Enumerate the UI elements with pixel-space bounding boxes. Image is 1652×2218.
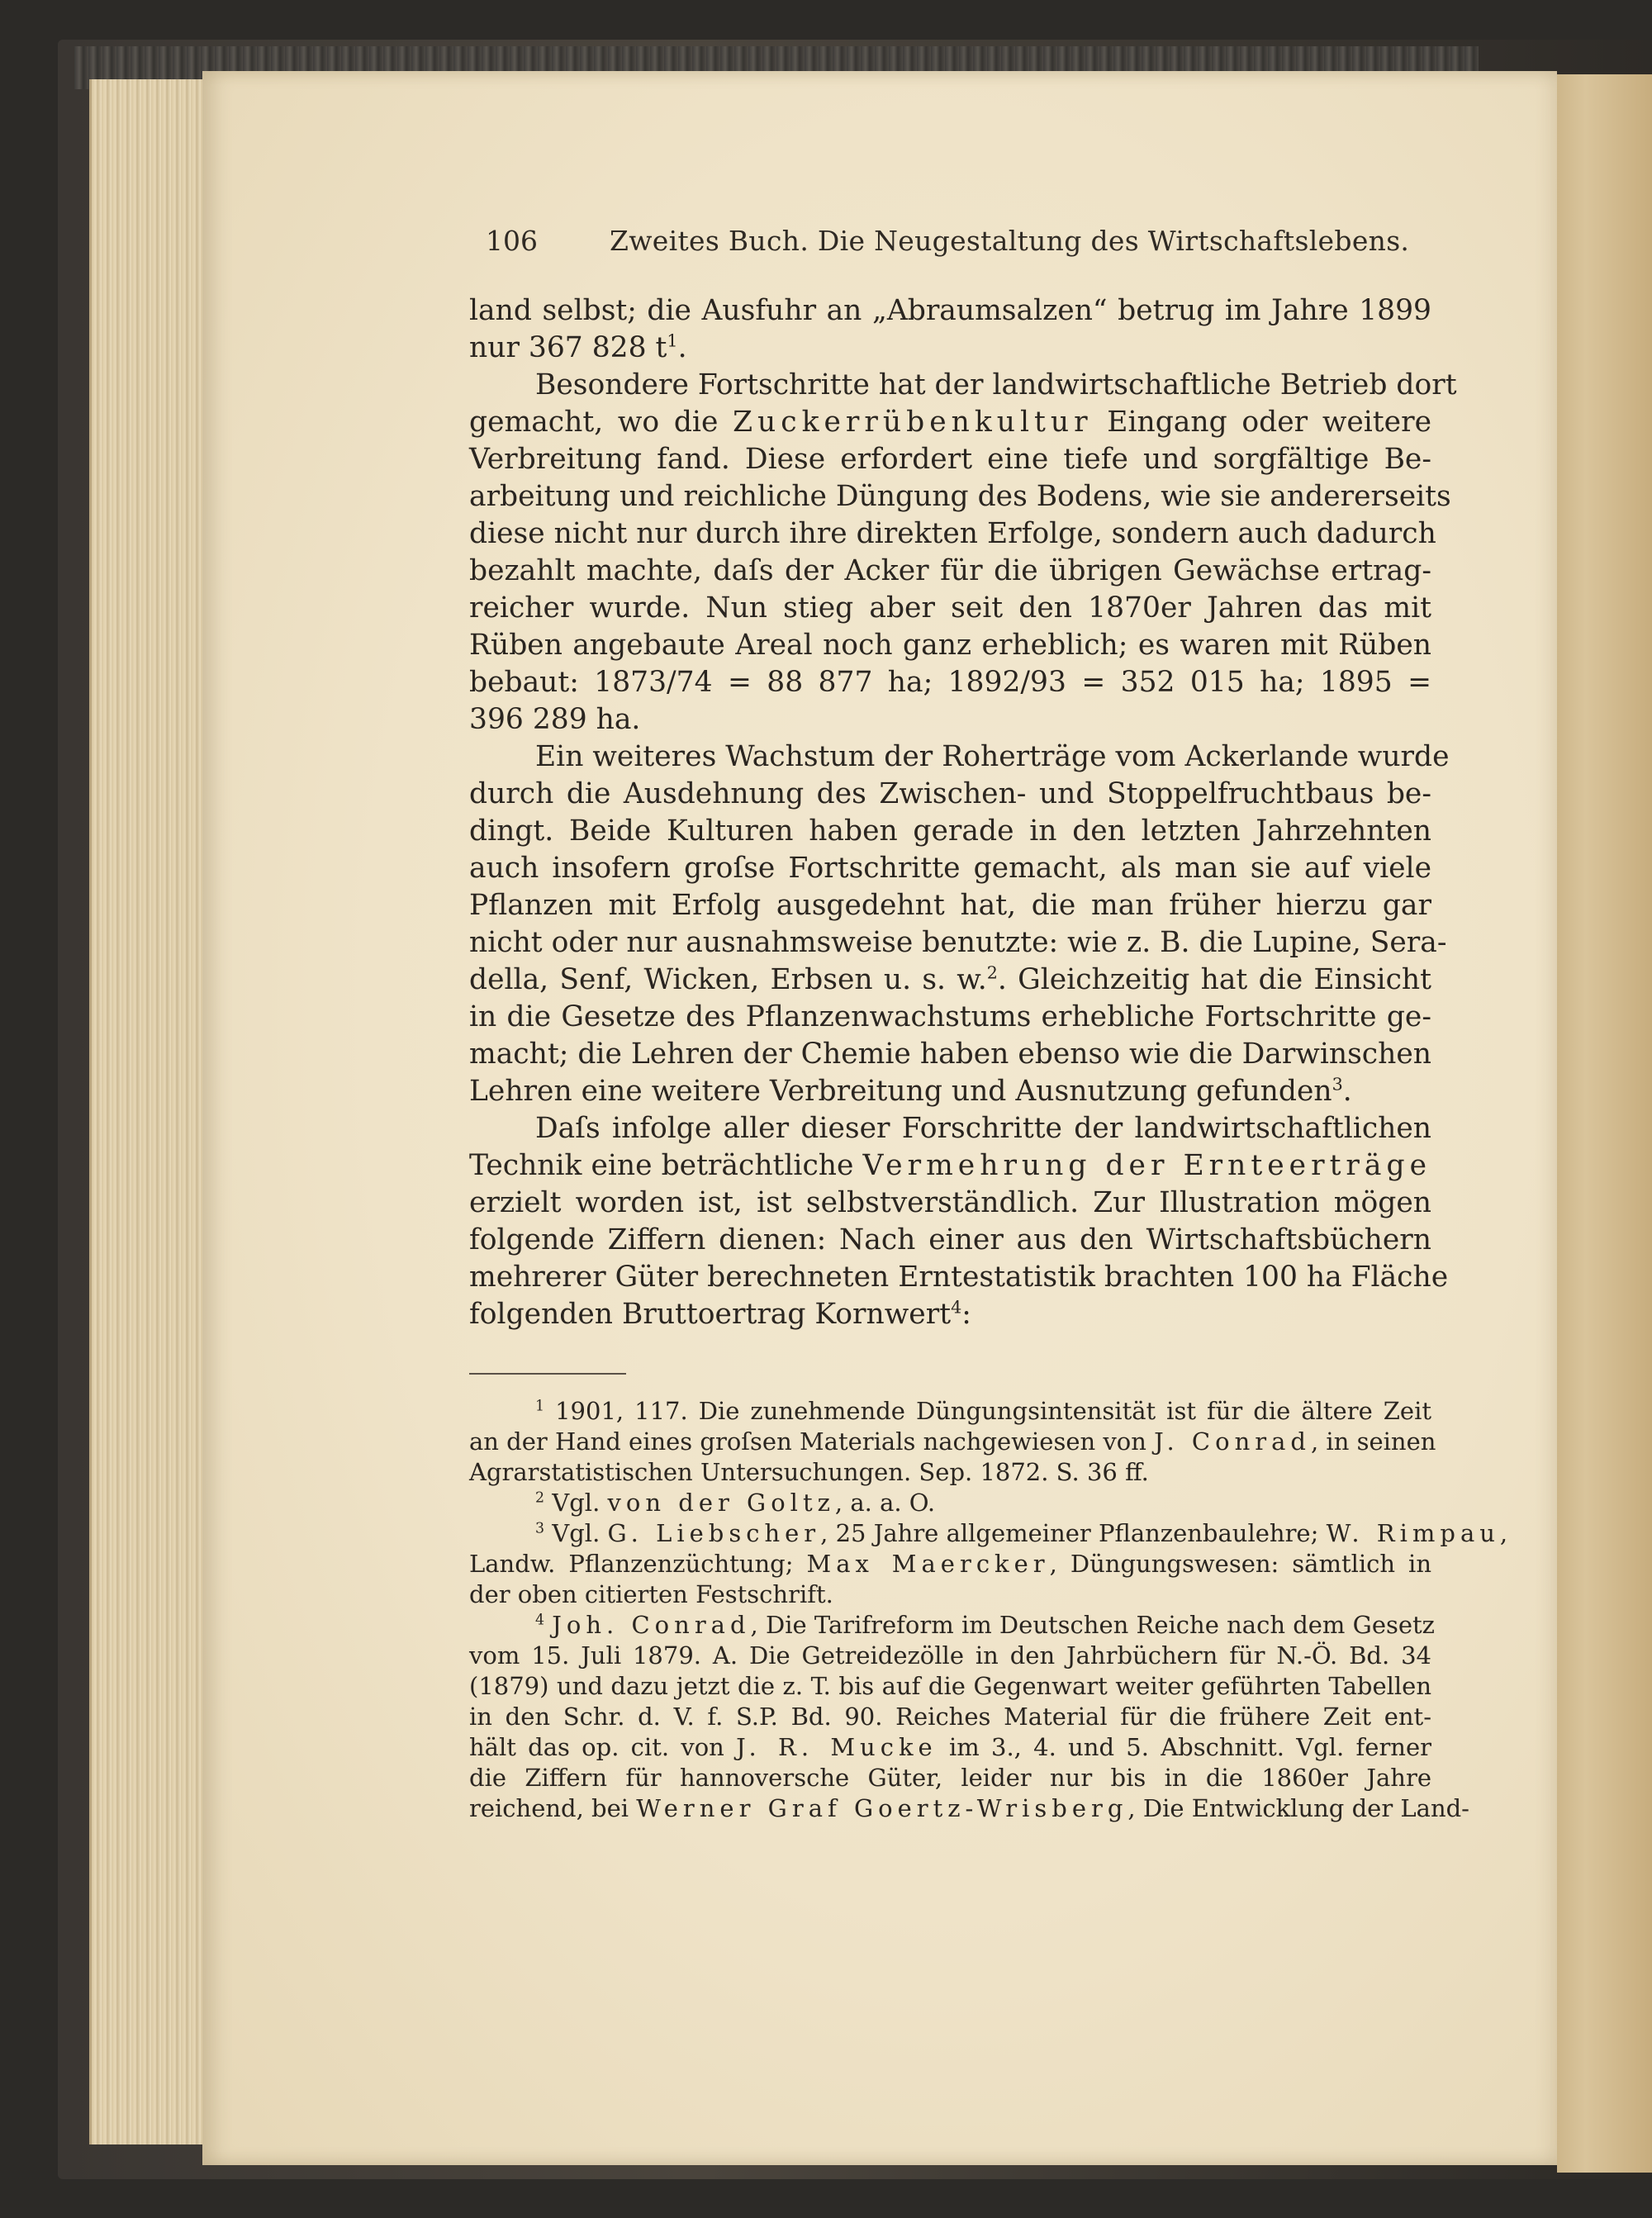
text-line: folgende Ziffern dienen: Nach einer aus den Wirtschaftsbüchern	[469, 1223, 1431, 1256]
footnote-line: $^4$ Joh. Conrad, Die Tarifreform im Deutschen Reiche nach dem Gesetz	[535, 1611, 1435, 1639]
footnote-number: 3	[535, 1520, 545, 1537]
running-title: Zweites Buch. Die Neugestaltung des Wirtschaftslebens.	[610, 225, 1410, 257]
text-line: land selbst; die Ausfuhr an „Abraumsalzen“ betrug im Jahre 1899	[469, 294, 1431, 327]
footnotes	[469, 1396, 1508, 1824]
footnote-line: der oben citierten Festschrift.	[469, 1580, 833, 1608]
body-text	[469, 292, 1457, 1333]
footnote-line: $^3$ Vgl. G. Liebscher, 25 Jahre allgemeiner Pflanzenbaulehre; W. Rimpau,	[535, 1519, 1508, 1547]
text-line: 396 289 ha.	[469, 703, 641, 736]
text-line: Technik eine beträchtliche Vermehrung der Ernteerträge	[469, 1149, 1431, 1182]
text-line: erzielt worden ist, ist selbstverständlich. Zur Illustration mögen	[469, 1186, 1431, 1219]
text-line: Verbreitung fand. Diese erfordert eine tiefe und sorgfältige Be-	[469, 443, 1431, 476]
footnote-number: 2	[535, 1489, 545, 1507]
text-line: dingt. Beide Kulturen haben gerade in den letzten Jahrzehnten	[469, 815, 1431, 848]
text-line: Daſs infolge aller dieser Forschritte der landwirtschaftlichen	[535, 1112, 1431, 1145]
footnote-ref: 3	[1332, 1074, 1343, 1095]
footnote-divider	[469, 1373, 626, 1375]
page-gutter-right	[1557, 74, 1652, 2173]
footnote-line: (1879) und dazu jetzt die z. T. bis auf die Gegenwart weiter geführten Tabellen	[469, 1672, 1431, 1700]
text-line: reicher wurde. Nun stieg aber seit den 1870er Jahren das mit	[469, 591, 1431, 625]
footnote-line: die Ziffern für hannoversche Güter, leider nur bis in die 1860er Jahre	[469, 1764, 1431, 1792]
text-line: della, Senf, Wicken, Erbsen u. s. w.$^2$. Gleichzeitig hat die Einsicht	[469, 962, 1431, 996]
footnote-ref: 1	[667, 330, 678, 351]
text-line: mehrerer Güter berechneten Erntestatistik brachten 100 ha Fläche	[469, 1261, 1449, 1294]
text-line: Besondere Fortschritte hat der landwirtschaftliche Betrieb dort	[535, 368, 1457, 401]
text-line: nur 367 828 $t^1$.	[469, 330, 687, 364]
footnote-number: 1	[535, 1398, 545, 1415]
footnote-line: vom 15. Juli 1879. A. Die Getreidezölle in den Jahrbüchern für N.-Ö. Bd. 34	[469, 1641, 1431, 1669]
footnote-line: Agrarstatistischen Untersuchungen. Sep. 1872. S. 36 ff.	[469, 1458, 1149, 1486]
text-line: Pflanzen mit Erfolg ausgedehnt hat, die man früher hierzu gar	[469, 889, 1431, 922]
text-line: macht; die Lehren der Chemie haben ebenso wie die Darwinschen	[469, 1038, 1431, 1071]
emphasized-term: Zuckerrübenkultur	[733, 406, 1093, 439]
footnote-line: reichend, bei Werner Graf Goertz-Wrisberg, Die Entwicklung der Land-	[469, 1794, 1469, 1822]
text-line: nicht oder nur ausnahmsweise benutzte: wie z. B. die Lupine, Sera-	[469, 926, 1447, 959]
footnote-line: $^2$ Vgl. von der Goltz, a. a. O.	[535, 1489, 936, 1517]
emphasized-term: Vermehrung der Ernteerträge	[862, 1149, 1431, 1182]
text-line: bezahlt machte, daſs der Acker für die übrigen Gewächse ertrag-	[469, 554, 1431, 587]
text-line: durch die Ausdehnung des Zwischen- und Stoppelfruchtbaus be-	[469, 777, 1431, 810]
text-line: auch insofern groſse Fortschritte gemacht, als man sie auf viele	[469, 852, 1431, 885]
page-number: 106	[486, 225, 538, 257]
text-line: Rüben angebaute Areal noch ganz erheblich; es waren mit Rüben	[469, 629, 1431, 662]
footnote-ref: 2	[986, 962, 998, 983]
footnote-ref: 4	[951, 1297, 962, 1318]
text-line: bebaut: 1873/74 = 88 877 ha; 1892/93 = 352 015 ha; 1895 =	[469, 666, 1431, 699]
text-line: folgenden Bruttoertrag Kornwert$^4$:	[469, 1297, 971, 1331]
text-line: gemacht, wo die Zuckerrübenkultur Eingang oder weitere	[469, 406, 1431, 439]
footnote-line: Landw. Pflanzenzüchtung; Max Maercker, Düngungswesen: sämtlich in	[469, 1550, 1432, 1578]
text-line: arbeitung und reichliche Düngung des Bodens, wie sie andererseits	[469, 480, 1451, 513]
text-line: Lehren eine weitere Verbreitung und Ausnutzung gefunden$^3$.	[469, 1074, 1352, 1108]
footnote-line: $^1$ 1901, 117. Die zunehmende Düngungsintensität ist für die ältere Zeit	[535, 1397, 1431, 1425]
footnote-number: 4	[535, 1612, 545, 1629]
text-line: in die Gesetze des Pflanzenwachstums erhebliche Fortschritte ge-	[469, 1000, 1431, 1033]
running-header	[469, 225, 1431, 266]
footnote-line: an der Hand eines groſsen Materials nachgewiesen von J. Conrad, in seinen	[469, 1427, 1436, 1456]
footnote-line: in den Schr. d. V. f. S.P. Bd. 90. Reiches Material für die frühere Zeit ent-	[469, 1703, 1431, 1731]
text-line: diese nicht nur durch ihre direkten Erfolge, sondern auch dadurch	[469, 517, 1436, 550]
text-line: Ein weiteres Wachstum der Roherträge vom Ackerlande wurde	[535, 740, 1450, 773]
footnote-line: hält das op. cit. von J. R. Mucke im 3., 4. und 5. Abschnitt. Vgl. ferner	[469, 1733, 1432, 1761]
